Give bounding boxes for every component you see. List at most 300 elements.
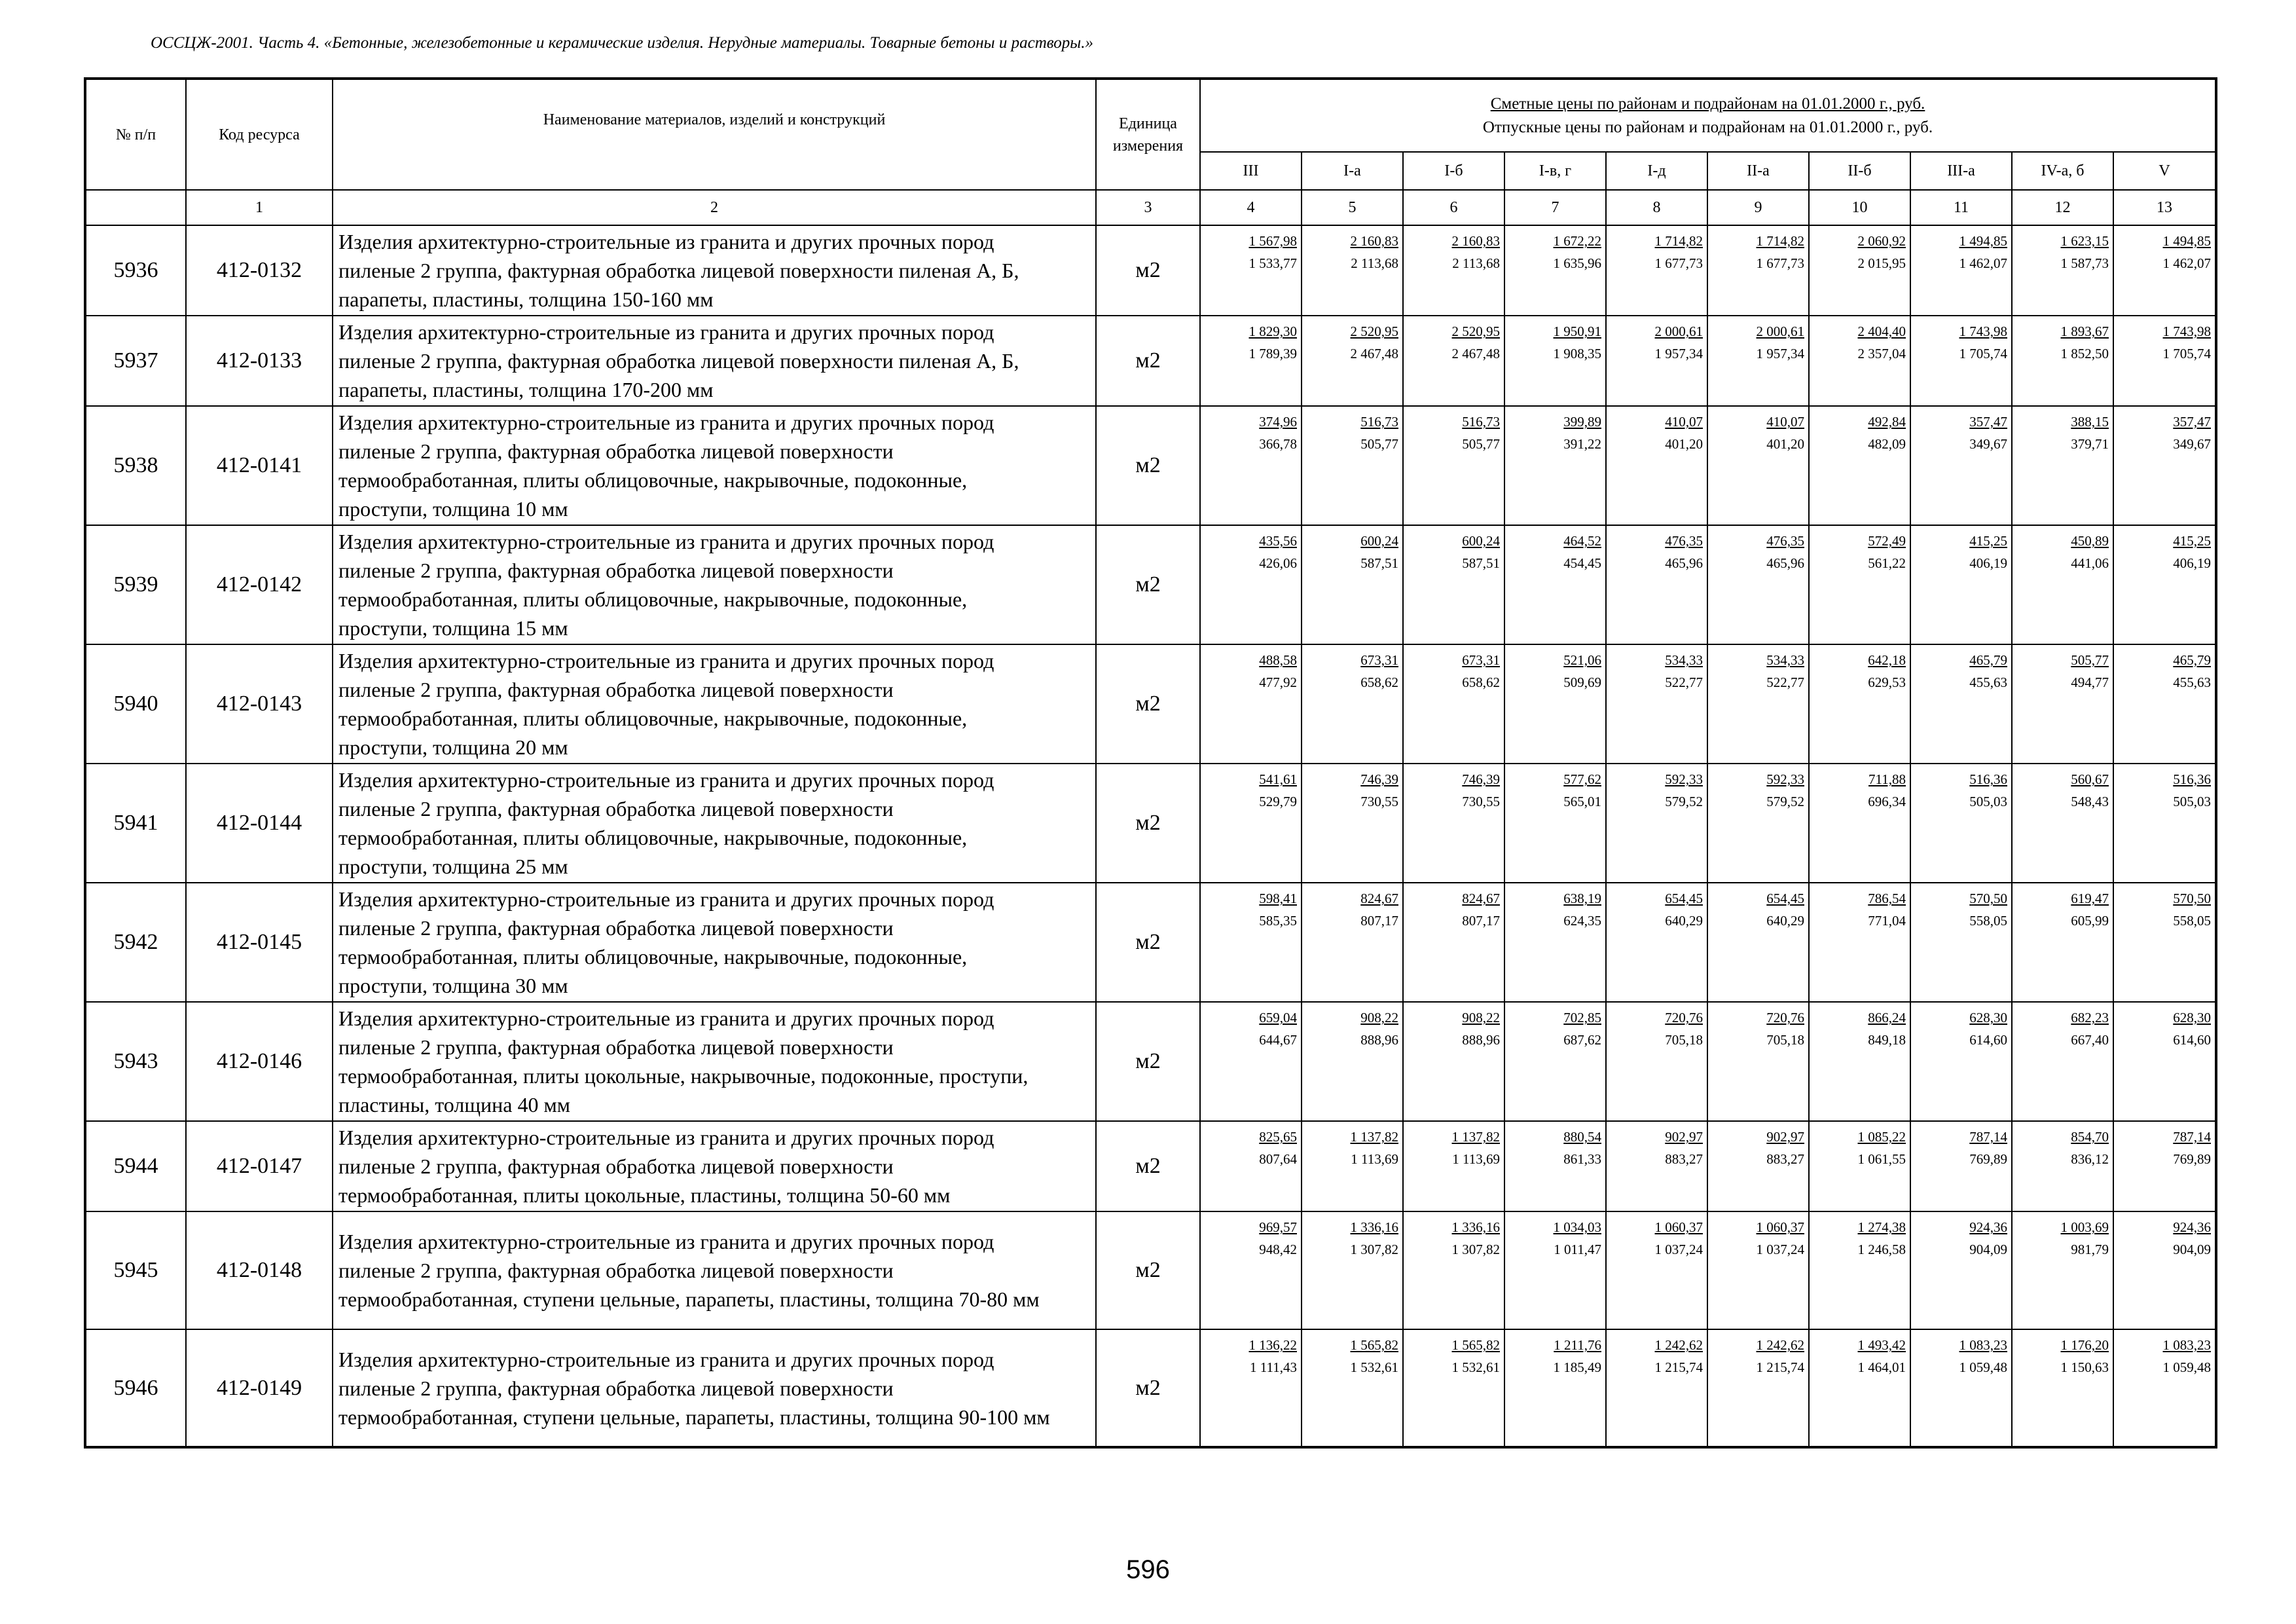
- price-cell: [1707, 225, 1809, 316]
- material-name: [333, 1211, 1096, 1329]
- estimated-price: 465,79: [1969, 652, 2007, 668]
- release-price: 1 061,55: [1857, 1151, 1906, 1167]
- material-name-line: Изделия архитектурно-строительные из гранита и других прочных пород: [338, 1006, 994, 1030]
- resource-code: 412-0144: [186, 764, 333, 883]
- column-number: 3: [1096, 190, 1200, 225]
- price-cell: [2113, 1211, 2216, 1329]
- release-price: 2 357,04: [1857, 346, 1906, 361]
- price-cell: [1403, 1121, 1504, 1211]
- price-cell: [1809, 764, 1910, 883]
- estimated-price: 866,24: [1868, 1010, 1906, 1025]
- material-name-line: Изделия архитектурно-строительные из гранита и других прочных пород: [338, 1230, 994, 1253]
- material-name-line: проступи, толщина 25 мм: [338, 855, 568, 878]
- estimated-price: 415,25: [2173, 533, 2212, 549]
- estimated-price: 702,85: [1563, 1010, 1601, 1025]
- estimated-price: 854,70: [2071, 1129, 2109, 1145]
- region-header: I-д: [1606, 152, 1707, 190]
- release-price: 529,79: [1259, 794, 1297, 809]
- release-price: 614,60: [2173, 1032, 2212, 1048]
- estimated-price: 357,47: [1969, 414, 2007, 430]
- table-row: [85, 1329, 2216, 1447]
- release-price: 406,19: [1969, 555, 2007, 571]
- price-cell: [1809, 1002, 1910, 1121]
- resource-code: 412-0133: [186, 316, 333, 406]
- price-cell: [1504, 644, 1606, 764]
- release-price: 658,62: [1462, 674, 1500, 690]
- release-price: 888,96: [1360, 1032, 1398, 1048]
- release-price: 1 587,73: [2060, 255, 2109, 271]
- price-cell: [1200, 644, 1302, 764]
- release-price: 441,06: [2071, 555, 2109, 571]
- release-price: 494,77: [2071, 674, 2109, 690]
- price-cell: [1707, 644, 1809, 764]
- price-cell: [1707, 525, 1809, 644]
- estimated-price: 619,47: [2071, 891, 2109, 906]
- release-price: 883,27: [1665, 1151, 1703, 1167]
- release-price: 1 677,73: [1756, 255, 1804, 271]
- release-price: 1 113,69: [1452, 1151, 1500, 1167]
- row-number: 5946: [85, 1329, 186, 1447]
- estimated-price: 1 060,37: [1756, 1219, 1804, 1235]
- release-price: 465,96: [1665, 555, 1703, 571]
- estimated-price: 516,36: [2173, 771, 2212, 787]
- price-cell: [2012, 406, 2113, 525]
- row-number: 5938: [85, 406, 186, 525]
- release-price: 730,55: [1360, 794, 1398, 809]
- price-cell: [1606, 1121, 1707, 1211]
- column-number: 5: [1302, 190, 1403, 225]
- release-price: 644,67: [1259, 1032, 1297, 1048]
- release-price: 505,77: [1360, 436, 1398, 452]
- price-cell: [1200, 525, 1302, 644]
- release-price: 1 908,35: [1553, 346, 1601, 361]
- price-cell: [1707, 1002, 1809, 1121]
- material-name-line: пиленые 2 группа, фактурная обработка лицевой поверхности: [338, 678, 894, 701]
- header-name: Наименование материалов, изделий и конструкций: [333, 79, 1096, 190]
- material-name-line: Изделия архитектурно-строительные из гранита и других прочных пород: [338, 1347, 994, 1371]
- region-header: III: [1200, 152, 1302, 190]
- material-name-line: Изделия архитектурно-строительные из гранита и других прочных пород: [338, 530, 994, 553]
- unit-of-measure: м2: [1096, 883, 1200, 1002]
- estimated-price: 570,50: [2173, 891, 2212, 906]
- release-price: 640,29: [1766, 913, 1804, 929]
- price-cell: [1403, 525, 1504, 644]
- release-price: 658,62: [1360, 674, 1398, 690]
- column-number: 1: [186, 190, 333, 225]
- release-price: 477,92: [1259, 674, 1297, 690]
- material-name-line: пиленые 2 группа, фактурная обработка лицевой поверхности: [338, 1154, 894, 1178]
- price-cell: [2012, 225, 2113, 316]
- material-name-line: пиленые 2 группа, фактурная обработка лицевой поверхности: [338, 1035, 894, 1059]
- material-name-line: Изделия архитектурно-строительные из гранита и других прочных пород: [338, 649, 994, 673]
- release-price: 1 246,58: [1857, 1242, 1906, 1257]
- release-price: 587,51: [1462, 555, 1500, 571]
- price-cell: [1403, 1211, 1504, 1329]
- estimated-price: 638,19: [1563, 891, 1601, 906]
- price-cell: [1200, 1002, 1302, 1121]
- price-cell: [1302, 406, 1403, 525]
- release-price: 605,99: [2071, 913, 2109, 929]
- price-cell: [1910, 225, 2012, 316]
- release-price: 585,35: [1259, 913, 1297, 929]
- estimated-price: 628,30: [1969, 1010, 2007, 1025]
- estimated-price: 600,24: [1462, 533, 1500, 549]
- release-price: 667,40: [2071, 1032, 2109, 1048]
- price-cell: [1707, 406, 1809, 525]
- material-name-line: пиленые 2 группа, фактурная обработка лицевой поверхности: [338, 439, 894, 463]
- price-cell: [2012, 644, 2113, 764]
- price-cell: [2113, 225, 2216, 316]
- release-price: 1 462,07: [1959, 255, 2007, 271]
- column-number: 9: [1707, 190, 1809, 225]
- material-name-line: парапеты, пластины, толщина 150-160 мм: [338, 287, 714, 311]
- region-header: III-а: [1910, 152, 2012, 190]
- table-row: [85, 764, 2216, 883]
- column-number: 10: [1809, 190, 1910, 225]
- region-header: II-б: [1809, 152, 1910, 190]
- price-cell: [1403, 406, 1504, 525]
- unit-of-measure: м2: [1096, 1211, 1200, 1329]
- material-name-line: пиленые 2 группа, фактурная обработка лицевой поверхности: [338, 797, 894, 821]
- price-cell: [1504, 406, 1606, 525]
- release-price: 505,03: [1969, 794, 2007, 809]
- release-price: 1 462,07: [2162, 255, 2212, 271]
- release-price: 696,34: [1868, 794, 1906, 809]
- estimated-price: 1 242,62: [1756, 1337, 1804, 1353]
- column-number: 13: [2113, 190, 2216, 225]
- material-name-line: Изделия архитектурно-строительные из гранита и других прочных пород: [338, 1126, 994, 1149]
- estimated-price: 2 000,61: [1654, 323, 1703, 339]
- release-price: 548,43: [2071, 794, 2109, 809]
- price-cell: [1910, 1211, 2012, 1329]
- material-name-line: пиленые 2 группа, фактурная обработка лицевой поверхности: [338, 916, 894, 940]
- material-name-line: Изделия архитектурно-строительные из гранита и других прочных пород: [338, 768, 994, 792]
- price-cell: [1403, 883, 1504, 1002]
- release-price: 904,09: [2173, 1242, 2212, 1257]
- estimated-price: 1 893,67: [2060, 323, 2109, 339]
- estimated-price: 388,15: [2071, 414, 2109, 430]
- material-name-line: Изделия архитектурно-строительные из гранита и других прочных пород: [338, 887, 994, 911]
- estimated-price: 465,79: [2173, 652, 2212, 668]
- estimated-price: 1 565,82: [1451, 1337, 1500, 1353]
- price-cell: [1200, 764, 1302, 883]
- price-cell: [1302, 316, 1403, 406]
- estimated-price: 720,76: [1665, 1010, 1703, 1025]
- region-header: V: [2113, 152, 2216, 190]
- release-price: 1 307,82: [1451, 1242, 1500, 1257]
- release-price: 2 467,48: [1451, 346, 1500, 361]
- price-cell: [1606, 883, 1707, 1002]
- estimated-price: 570,50: [1969, 891, 2007, 906]
- price-cell: [1606, 406, 1707, 525]
- price-cell: [1200, 1329, 1302, 1447]
- release-price: 807,64: [1259, 1151, 1297, 1167]
- price-cell: [1809, 1211, 1910, 1329]
- material-name-line: проступи, толщина 10 мм: [338, 497, 568, 521]
- region-header: II-а: [1707, 152, 1809, 190]
- estimated-price: 902,97: [1665, 1129, 1703, 1145]
- material-name-line: термообработанная, плиты облицовочные, накрывочные, подоконные,: [338, 468, 968, 492]
- material-name: [333, 1329, 1096, 1447]
- estimated-price: 720,76: [1766, 1010, 1804, 1025]
- release-price: 366,78: [1259, 436, 1297, 452]
- price-cell: [1910, 316, 2012, 406]
- material-name-line: проступи, толщина 20 мм: [338, 735, 568, 759]
- price-cell: [2012, 525, 2113, 644]
- header-prices: [1200, 79, 2216, 152]
- table-row: [85, 316, 2216, 406]
- material-name: [333, 1121, 1096, 1211]
- price-cell: [2012, 1121, 2113, 1211]
- price-table: [84, 77, 2217, 1449]
- release-price: 455,63: [1969, 674, 2007, 690]
- resource-code: 412-0146: [186, 1002, 333, 1121]
- estimated-price: 464,52: [1563, 533, 1601, 549]
- column-number: 6: [1403, 190, 1504, 225]
- release-price: 426,06: [1259, 555, 1297, 571]
- release-price: 1 852,50: [2060, 346, 2109, 361]
- release-price: 1 533,77: [1248, 255, 1297, 271]
- release-price: 558,05: [1969, 913, 2007, 929]
- price-cell: [1200, 1121, 1302, 1211]
- unit-of-measure: м2: [1096, 764, 1200, 883]
- release-price: 981,79: [2071, 1242, 2109, 1257]
- release-price: 1 037,24: [1654, 1242, 1703, 1257]
- estimated-price: 592,33: [1766, 771, 1804, 787]
- column-number: 7: [1504, 190, 1606, 225]
- estimated-price: 787,14: [1969, 1129, 2007, 1145]
- estimated-price: 415,25: [1969, 533, 2007, 549]
- table-body: [85, 225, 2216, 1447]
- release-price: 505,03: [2173, 794, 2212, 809]
- estimated-price: 825,65: [1259, 1129, 1297, 1145]
- price-cell: [1200, 406, 1302, 525]
- table-row: [85, 225, 2216, 316]
- estimated-price: 654,45: [1665, 891, 1703, 906]
- release-price: 349,67: [1969, 436, 2007, 452]
- estimated-price: 880,54: [1563, 1129, 1601, 1145]
- material-name-line: термообработанная, плиты облицовочные, накрывочные, подоконные,: [338, 826, 968, 849]
- price-cell: [1606, 1329, 1707, 1447]
- material-name-line: пиленые 2 группа, фактурная обработка лицевой поверхности: [338, 1376, 894, 1400]
- price-cell: [1200, 883, 1302, 1002]
- release-price: 1 635,96: [1553, 255, 1601, 271]
- unit-of-measure: м2: [1096, 644, 1200, 764]
- release-price: 705,18: [1766, 1032, 1804, 1048]
- price-cell: [2113, 644, 2216, 764]
- column-number-row: [85, 190, 2216, 225]
- estimated-price: 2 000,61: [1756, 323, 1804, 339]
- resource-code: 412-0141: [186, 406, 333, 525]
- material-name-line: парапеты, пластины, толщина 170-200 мм: [338, 378, 714, 401]
- release-price: 1 532,61: [1350, 1359, 1398, 1375]
- price-cell: [2113, 1329, 2216, 1447]
- release-price: 2 113,68: [1351, 255, 1398, 271]
- estimated-price: 1 565,82: [1350, 1337, 1398, 1353]
- header-prices-line2: Отпускные цены по районам и подрайонам на 01.01.2000 г., руб.: [1482, 118, 1933, 136]
- estimated-price: 600,24: [1360, 533, 1398, 549]
- release-price: 705,18: [1665, 1032, 1703, 1048]
- region-header: IV-а, б: [2012, 152, 2113, 190]
- release-price: 406,19: [2173, 555, 2212, 571]
- price-cell: [1707, 1211, 1809, 1329]
- row-number: 5944: [85, 1121, 186, 1211]
- estimated-price: 673,31: [1360, 652, 1398, 668]
- material-name-line: пиленые 2 группа, фактурная обработка лицевой поверхности пиленая А, Б,: [338, 349, 1019, 373]
- resource-code: 412-0132: [186, 225, 333, 316]
- estimated-price: 1 274,38: [1857, 1219, 1906, 1235]
- material-name-line: термообработанная, плиты цокольные, накрывочные, подоконные, проступи,: [338, 1064, 1029, 1088]
- column-number-empty: [85, 190, 186, 225]
- price-cell: [1606, 525, 1707, 644]
- release-price: 587,51: [1360, 555, 1398, 571]
- material-name-line: проступи, толщина 30 мм: [338, 974, 568, 997]
- estimated-price: 1 060,37: [1654, 1219, 1703, 1235]
- price-cell: [1504, 1121, 1606, 1211]
- unit-of-measure: м2: [1096, 525, 1200, 644]
- estimated-price: 534,33: [1665, 652, 1703, 668]
- price-cell: [1504, 525, 1606, 644]
- estimated-price: 924,36: [1969, 1219, 2007, 1235]
- price-cell: [1606, 764, 1707, 883]
- price-cell: [1302, 1329, 1403, 1447]
- estimated-price: 1 950,91: [1553, 323, 1601, 339]
- release-price: 1 037,24: [1756, 1242, 1804, 1257]
- row-number: 5937: [85, 316, 186, 406]
- column-number: 12: [2012, 190, 2113, 225]
- release-price: 349,67: [2173, 436, 2212, 452]
- release-price: 1 705,74: [1959, 346, 2007, 361]
- column-number: 8: [1606, 190, 1707, 225]
- row-number: 5942: [85, 883, 186, 1002]
- estimated-price: 1 829,30: [1248, 323, 1297, 339]
- material-name: [333, 406, 1096, 525]
- estimated-price: 908,22: [1462, 1010, 1500, 1025]
- release-price: 455,63: [2173, 674, 2212, 690]
- price-cell: [1302, 644, 1403, 764]
- price-cell: [1403, 1002, 1504, 1121]
- estimated-price: 1 137,82: [1350, 1129, 1398, 1145]
- estimated-price: 516,73: [1360, 414, 1398, 430]
- material-name: [333, 316, 1096, 406]
- release-price: 2 015,95: [1857, 255, 1906, 271]
- price-cell: [1302, 225, 1403, 316]
- page-number: 596: [1126, 1555, 1170, 1584]
- estimated-price: 521,06: [1563, 652, 1601, 668]
- price-cell: [1504, 316, 1606, 406]
- estimated-price: 1 494,85: [2162, 233, 2212, 249]
- estimated-price: 2 060,92: [1857, 233, 1906, 249]
- material-name: [333, 764, 1096, 883]
- price-cell: [1302, 1002, 1403, 1121]
- estimated-price: 902,97: [1766, 1129, 1804, 1145]
- price-cell: [1403, 225, 1504, 316]
- estimated-price: 2 520,95: [1350, 323, 1398, 339]
- estimated-price: 1 714,82: [1654, 233, 1703, 249]
- table-row: [85, 406, 2216, 525]
- material-name: [333, 525, 1096, 644]
- price-cell: [1809, 1121, 1910, 1211]
- release-price: 579,52: [1665, 794, 1703, 809]
- resource-code: 412-0148: [186, 1211, 333, 1329]
- estimated-price: 1 083,23: [1959, 1337, 2007, 1353]
- release-price: 465,96: [1766, 555, 1804, 571]
- estimated-price: 410,07: [1766, 414, 1804, 430]
- release-price: 1 532,61: [1451, 1359, 1500, 1375]
- estimated-price: 711,88: [1868, 771, 1906, 787]
- table-row: [85, 525, 2216, 644]
- material-name-line: пластины, толщина 40 мм: [338, 1093, 570, 1116]
- estimated-price: 628,30: [2173, 1010, 2212, 1025]
- release-price: 861,33: [1563, 1151, 1601, 1167]
- estimated-price: 824,67: [1462, 891, 1500, 906]
- release-price: 614,60: [1969, 1032, 2007, 1048]
- price-cell: [1910, 1121, 2012, 1211]
- estimated-price: 577,62: [1563, 771, 1601, 787]
- estimated-price: 746,39: [1360, 771, 1398, 787]
- header-unit: Единица измерения: [1096, 79, 1200, 190]
- estimated-price: 516,36: [1969, 771, 2007, 787]
- price-cell: [1809, 406, 1910, 525]
- price-cell: [2012, 1329, 2113, 1447]
- region-header: I-б: [1403, 152, 1504, 190]
- table-row: [85, 644, 2216, 764]
- material-name-line: термообработанная, плиты облицовочные, накрывочные, подоконные,: [338, 945, 968, 969]
- estimated-price: 1 743,98: [2162, 323, 2212, 339]
- release-price: 769,89: [1969, 1151, 2007, 1167]
- resource-code: 412-0145: [186, 883, 333, 1002]
- release-price: 505,77: [1462, 436, 1500, 452]
- price-cell: [1707, 1121, 1809, 1211]
- material-name-line: пиленые 2 группа, фактурная обработка лицевой поверхности пиленая А, Б,: [338, 259, 1019, 282]
- price-cell: [1403, 644, 1504, 764]
- estimated-price: 1 494,85: [1959, 233, 2007, 249]
- release-price: 1 464,01: [1857, 1359, 1906, 1375]
- region-header: I-в, г: [1504, 152, 1606, 190]
- price-cell: [1910, 1002, 2012, 1121]
- estimated-price: 1 003,69: [2060, 1219, 2109, 1235]
- release-price: 482,09: [1868, 436, 1906, 452]
- row-number: 5943: [85, 1002, 186, 1121]
- table-row: [85, 1121, 2216, 1211]
- price-cell: [1910, 644, 2012, 764]
- price-cell: [2012, 1211, 2113, 1329]
- price-cell: [1403, 316, 1504, 406]
- row-number: 5939: [85, 525, 186, 644]
- estimated-price: 654,45: [1766, 891, 1804, 906]
- material-name-line: термообработанная, плиты облицовочные, накрывочные, подоконные,: [338, 707, 968, 730]
- estimated-price: 908,22: [1360, 1010, 1398, 1025]
- estimated-price: 572,49: [1868, 533, 1906, 549]
- price-cell: [1302, 883, 1403, 1002]
- price-cell: [1504, 764, 1606, 883]
- estimated-price: 1 176,20: [2060, 1337, 2109, 1353]
- price-cell: [1504, 225, 1606, 316]
- price-cell: [2012, 1002, 2113, 1121]
- release-price: 769,89: [2173, 1151, 2212, 1167]
- row-number: 5945: [85, 1211, 186, 1329]
- release-price: 1 059,48: [1959, 1359, 2007, 1375]
- price-cell: [1302, 1121, 1403, 1211]
- price-cell: [1403, 764, 1504, 883]
- material-name-line: термообработанная, плиты цокольные, пластины, толщина 50-60 мм: [338, 1183, 951, 1207]
- release-price: 522,77: [1665, 674, 1703, 690]
- price-cell: [2012, 883, 2113, 1002]
- estimated-price: 399,89: [1563, 414, 1601, 430]
- unit-of-measure: м2: [1096, 406, 1200, 525]
- release-price: 624,35: [1563, 913, 1601, 929]
- price-cell: [1504, 1002, 1606, 1121]
